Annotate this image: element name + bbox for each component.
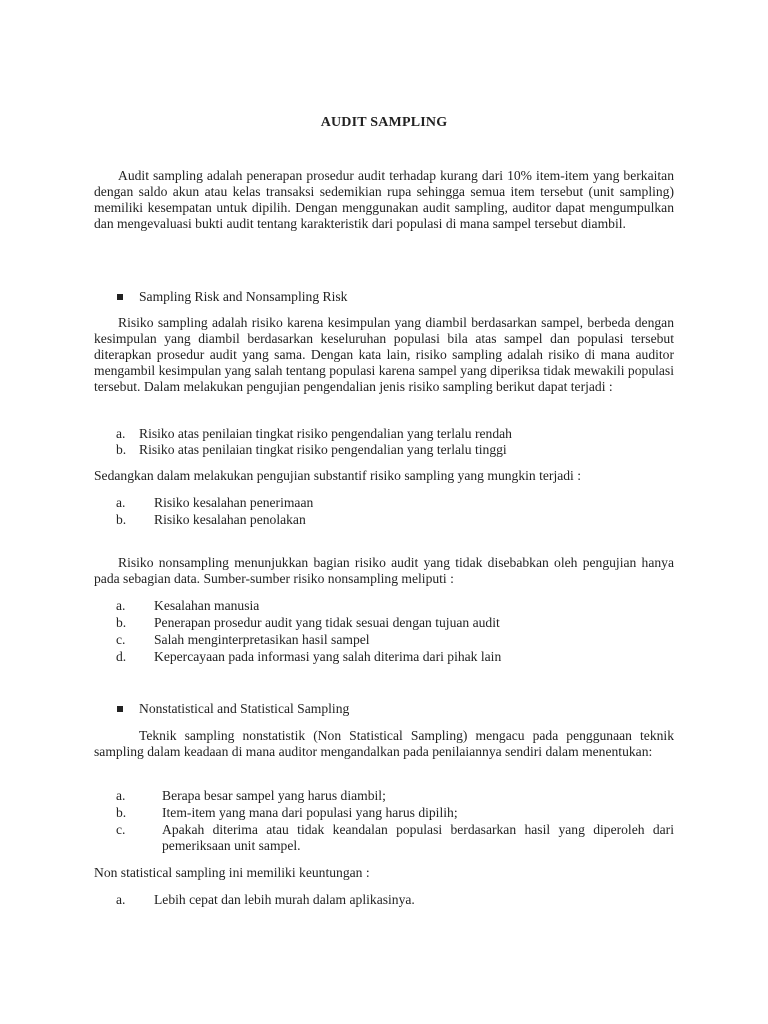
section-heading-statistical-sampling: Nonstatistical and Statistical Sampling bbox=[139, 701, 350, 716]
list-marker: b. bbox=[116, 512, 127, 527]
nonsampling-paragraph: Risiko nonsampling menunjukkan bagian risiko audit yang tidak disebabkan oleh pengujian hanya pada sebagian data. Sumber-sumber risiko nonsampling meliputi : bbox=[94, 555, 674, 586]
list-marker: a. bbox=[116, 495, 126, 510]
list-item: Berapa besar sampel yang harus diambil; bbox=[162, 788, 386, 803]
list-item: Risiko atas penilaian tingkat risiko pengendalian yang terlalu rendah bbox=[139, 426, 512, 441]
list-marker: b. bbox=[116, 615, 127, 630]
list-marker: d. bbox=[116, 649, 127, 664]
list-item: Lebih cepat dan lebih murah dalam aplikasinya. bbox=[154, 892, 415, 907]
nonstatistical-paragraph: Teknik sampling nonstatistik (Non Statistical Sampling) mengacu pada penggunaan teknik sampling dalam keadaan di mana auditor mengandalkan pada penilaiannya sendiri dalam menentukan: bbox=[94, 728, 674, 759]
list-marker: b. bbox=[116, 442, 127, 457]
sampling-risk-paragraph: Risiko sampling adalah risiko karena kesimpulan yang diambil berdasarkan sampel, berbeda dengan kesimpulan yang diambil berdasarkan keseluruhan populasi bila atas sampel dan populasi tersebut diterapkan prosedur audit yang sama. Dengan kata lain, risiko sampling adalah risiko di mana auditor mengambil kesimpulan yang salah tentang populasi karena sampel yang diperiksa tidak mewakili populasi tersebut. Dalam melakukan pengujian pengendalian jenis risiko sampling berikut dapat terjadi : bbox=[94, 315, 674, 394]
square-bullet-icon bbox=[117, 706, 123, 712]
page-title: AUDIT SAMPLING bbox=[320, 115, 448, 130]
list-item: Apakah diterima atau tidak keandalan populasi berdasarkan hasil yang diperoleh dari pemeriksaan unit sampel. bbox=[162, 822, 674, 853]
list-item: Risiko kesalahan penerimaan bbox=[154, 495, 314, 510]
list-item: Kesalahan manusia bbox=[154, 598, 260, 613]
section-heading-sampling-risk: Sampling Risk and Nonsampling Risk bbox=[139, 289, 348, 304]
list-marker: a. bbox=[116, 892, 126, 907]
list-marker: c. bbox=[116, 822, 126, 837]
list-marker: c. bbox=[116, 632, 126, 647]
list-marker: a. bbox=[116, 598, 126, 613]
advantages-intro: Non statistical sampling ini memiliki keuntungan : bbox=[94, 865, 370, 880]
list-marker: a. bbox=[116, 788, 126, 803]
substantive-intro: Sedangkan dalam melakukan pengujian substantif risiko sampling yang mungkin terjadi : bbox=[94, 468, 582, 483]
list-item: Salah menginterpretasikan hasil sampel bbox=[154, 632, 370, 647]
list-item: Kepercayaan pada informasi yang salah diterima dari pihak lain bbox=[154, 649, 502, 664]
list-item: Penerapan prosedur audit yang tidak sesuai dengan tujuan audit bbox=[154, 615, 500, 630]
list-marker: a. bbox=[116, 426, 126, 441]
intro-paragraph: Audit sampling adalah penerapan prosedur audit terhadap kurang dari 10% item-item yang berkaitan dengan saldo akun atau kelas transaksi sedemikian rupa sehingga semua item tersebut (unit sampling) memiliki kesempatan untuk dipilih. Dengan menggunakan audit sampling, auditor dapat mengumpulkan dan mengevaluasi bukti audit tentang karakteristik dari populasi di mana sampel tersebut diambil. bbox=[94, 168, 674, 231]
list-item: Risiko kesalahan penolakan bbox=[154, 512, 306, 527]
square-bullet-icon bbox=[117, 294, 123, 300]
list-item: Risiko atas penilaian tingkat risiko pengendalian yang terlalu tinggi bbox=[139, 442, 507, 457]
list-item: Item-item yang mana dari populasi yang harus dipilih; bbox=[162, 805, 458, 820]
list-marker: b. bbox=[116, 805, 127, 820]
